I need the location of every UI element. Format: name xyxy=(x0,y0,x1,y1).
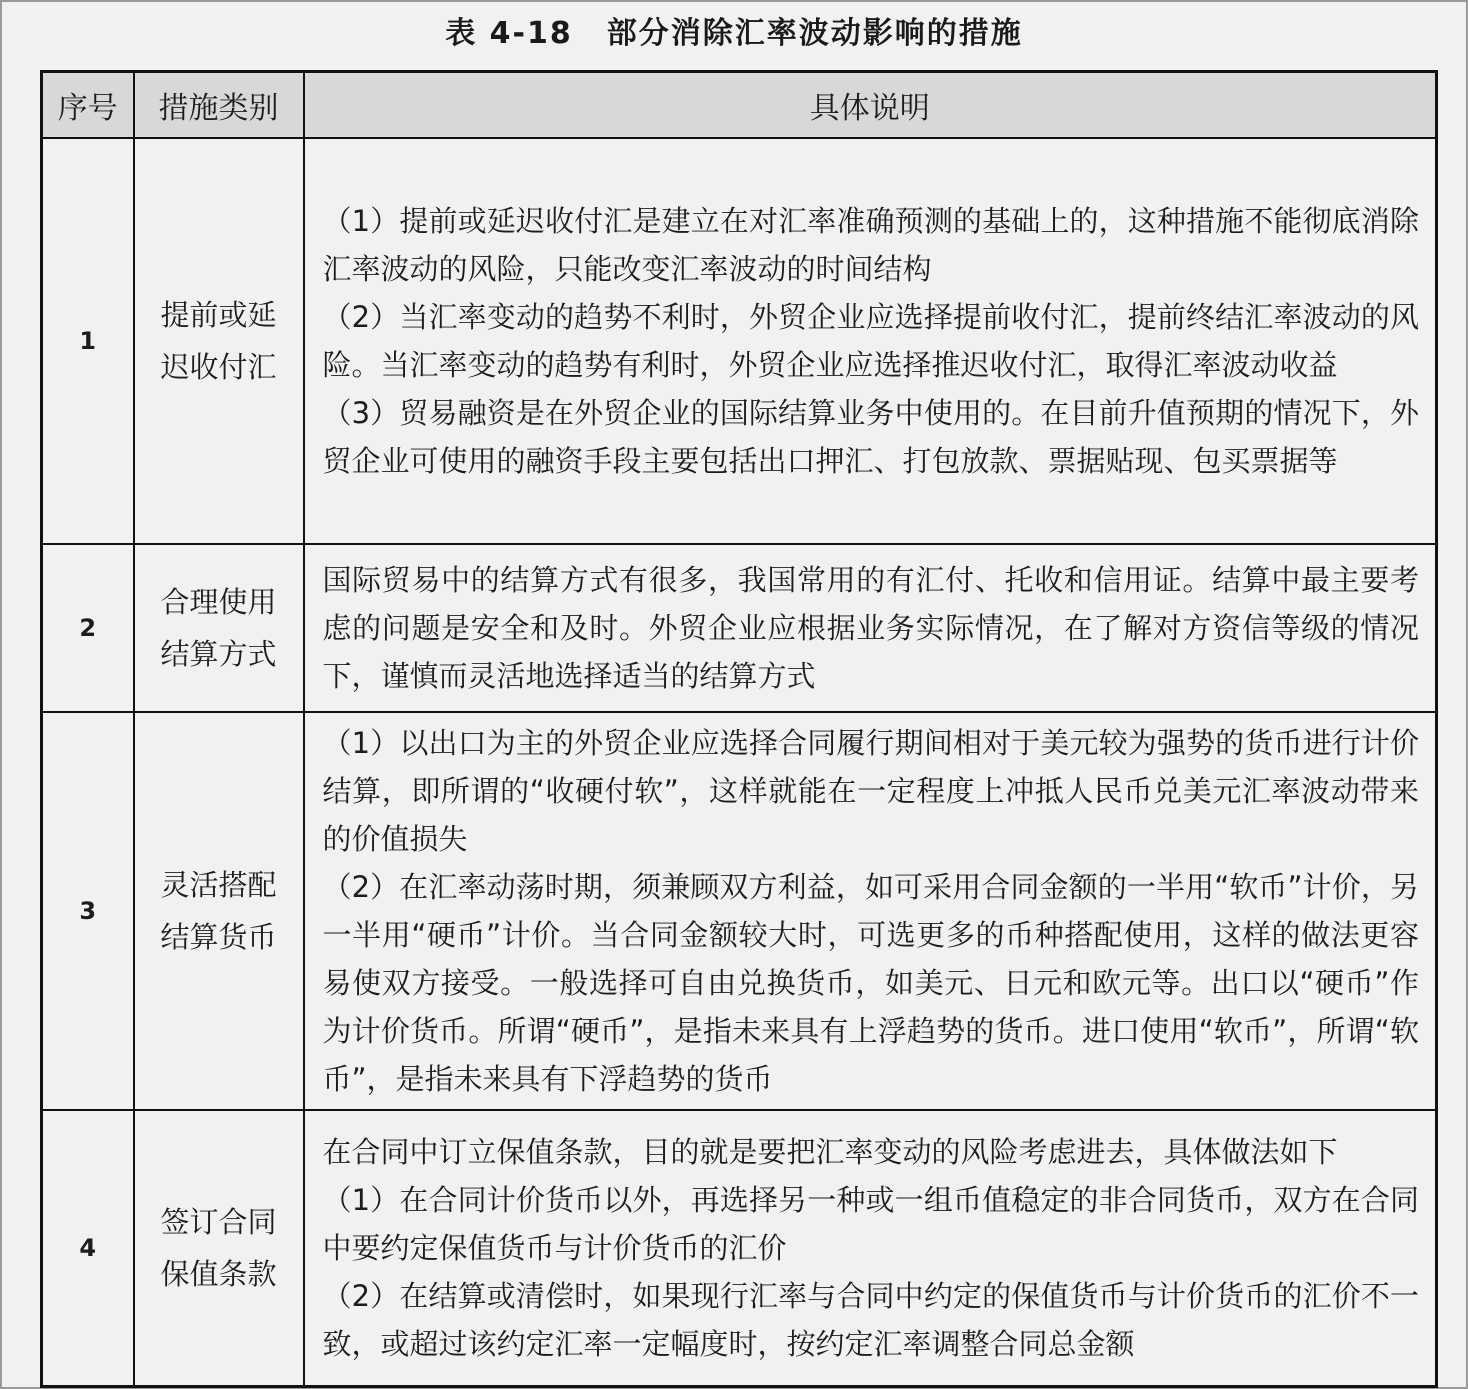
description-paragraph: （1）在合同计价货币以外，再选择另一种或一组币值稳定的非合同货币，双方在合同中要约定保值货币与计价货币的汇价 xyxy=(322,1183,1419,1265)
header-description: 具体说明 xyxy=(304,72,1437,139)
header-row xyxy=(42,72,1437,139)
table-number: 表 4-18 xyxy=(445,16,573,51)
row-category xyxy=(134,544,304,712)
measures-table xyxy=(40,70,1438,1388)
category-line: 结算方式 xyxy=(160,637,277,671)
row-description xyxy=(304,544,1437,712)
table-caption xyxy=(2,8,1466,52)
category-line: 合理使用 xyxy=(160,585,277,619)
description-paragraph: （2）在结算或清偿时，如果现行汇率与合同中约定的保值货币与计价货币的汇价不一致，或超过该约定汇率一定幅度时，按约定汇率调整合同总金额 xyxy=(322,1279,1419,1361)
category-line: 保值条款 xyxy=(160,1257,277,1291)
row-number: 4 xyxy=(42,1110,134,1387)
row-number: 1 xyxy=(42,138,134,544)
description-paragraph: （1）以出口为主的外贸企业应选择合同履行期间相对于美元较为强势的货币进行计价结算，即所谓的“收硬付软”，这样就能在一定程度上冲抵人民币兑美元汇率波动带来的价值损失 xyxy=(322,726,1419,856)
category-line: 提前或延 xyxy=(160,298,277,332)
row-number: 2 xyxy=(42,544,134,712)
row-description xyxy=(304,712,1437,1110)
table-row xyxy=(42,138,1437,544)
row-category xyxy=(134,712,304,1110)
category-line: 迟收付汇 xyxy=(160,350,277,384)
description-paragraph: （1）提前或延迟收付汇是建立在对汇率准确预测的基础上的，这种措施不能彻底消除汇率波动的风险，只能改变汇率波动的时间结构 xyxy=(322,204,1419,286)
header-category: 措施类别 xyxy=(134,72,304,139)
category-line: 灵活搭配 xyxy=(160,868,277,902)
table-row xyxy=(42,544,1437,712)
row-description xyxy=(304,1110,1437,1387)
description-paragraph: （3）贸易融资是在外贸企业的国际结算业务中使用的。在目前升值预期的情况下，外贸企业可使用的融资手段主要包括出口押汇、打包放款、票据贴现、包买票据等 xyxy=(322,396,1419,478)
row-category xyxy=(134,138,304,544)
category-line: 结算货币 xyxy=(160,920,277,954)
row-number: 3 xyxy=(42,712,134,1110)
table-row xyxy=(42,712,1437,1110)
table-title: 部分消除汇率波动影响的措施 xyxy=(606,16,1023,51)
row-category xyxy=(134,1110,304,1387)
description-paragraph: 国际贸易中的结算方式有很多，我国常用的有汇付、托收和信用证。结算中最主要考虑的问题是安全和及时。外贸企业应根据业务实际情况，在了解对方资信等级的情况下，谨慎而灵活地选择适当的结算方式 xyxy=(322,563,1419,693)
row-description xyxy=(304,138,1437,544)
description-paragraph: （2）在汇率动荡时期，须兼顾双方利益，如可采用合同金额的一半用“软币”计价，另一半用“硬币”计价。当合同金额较大时，可选更多的币种搭配使用，这样的做法更容易使双方接受。一般选择可自由兑换货币，如美元、日元和欧元等。出口以“硬币”作为计价货币。所谓“硬币”，是指未来具有上浮趋势的货币。进口使用“软币”，所谓“软币”，是指未来具有下浮趋势的货币 xyxy=(322,870,1419,1096)
table-row xyxy=(42,1110,1437,1387)
header-serial: 序号 xyxy=(42,72,134,139)
category-line: 签订合同 xyxy=(160,1205,277,1239)
description-paragraph: 在合同中订立保值条款，目的就是要把汇率变动的风险考虑进去，具体做法如下 xyxy=(322,1135,1338,1169)
description-paragraph: （2）当汇率变动的趋势不利时，外贸企业应选择提前收付汇，提前终结汇率波动的风险。当汇率变动的趋势有利时，外贸企业应选择推迟收付汇，取得汇率波动收益 xyxy=(322,300,1419,382)
